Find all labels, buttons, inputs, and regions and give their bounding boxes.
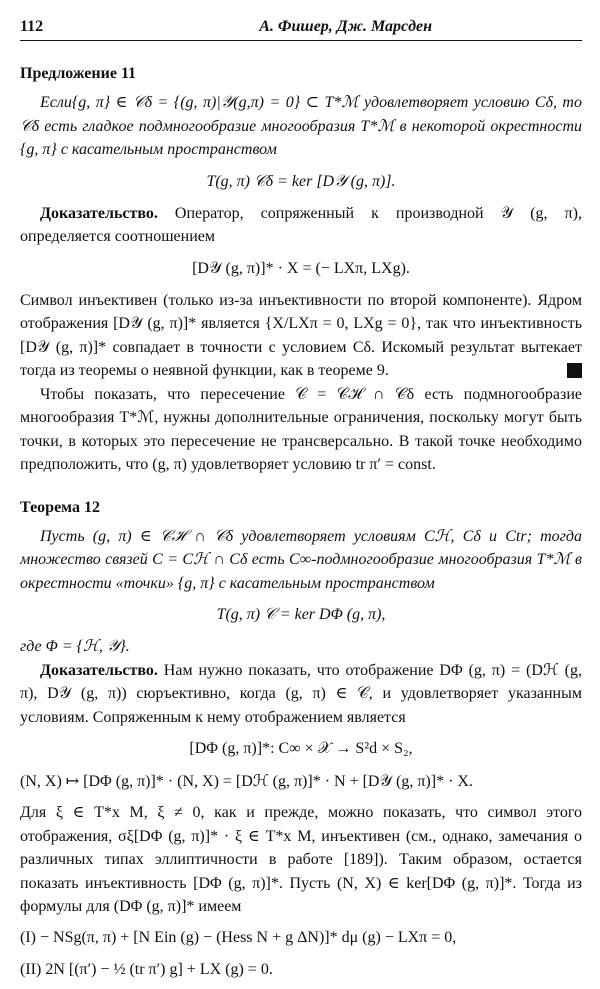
equation-II: (II) 2N [(π′) − ½ (tr π′) g] + LX (g) = 0. xyxy=(20,960,273,978)
theorem-proof-paragraph-1 xyxy=(20,659,582,730)
proposition-heading: Предложение 11 xyxy=(20,65,137,82)
qed-box xyxy=(567,363,582,378)
adjoint-map-equation: [DΦ (g, π)]*: C∞ × 𝒳 → S²d × S₂, xyxy=(189,740,413,757)
proof-paragraph-1 xyxy=(20,202,582,249)
theorem-heading: Теорема 12 xyxy=(20,498,100,516)
remark-paragraph: Чтобы показать, что пересечение 𝒞 = 𝒞ℋ ∩ 𝒞δ есть подмногообразие многообразия T*ℳ, нужны дополнительные ограничения, поскольку могут быть точки, в которых это пересечение не трансверсально. В такой точке необходимо предположить, что (g, π) удовлетворяет условию tr π′ = const. xyxy=(20,385,582,473)
theorem-proof-text-1: Нам нужно показать, что отображение DΦ (g, π) = (Dℋ (g, π), D𝒴 (g, π)) сюръективно, когда (g, π) ∈ 𝒞, и удовлетворяет указанным условиям. Сопряженным к нему отображением является xyxy=(20,661,582,726)
proof-text-2: Символ инъективен (только из-за инъективности по второй компоненте). Ядром отображения [D𝒴 (g, π)]* является {X/LXπ = 0, LXg = 0}, так что инъективность [D𝒴 (g, π)]* совпадает в точности с условием Cδ. Искомый результат вытекает тогда из теоремы о неявной функции, как в теореме 9. xyxy=(20,291,582,379)
running-header xyxy=(20,18,582,41)
page-number: 112 xyxy=(20,18,44,35)
proposition-equation: T(g, π) 𝒞δ = ker [D𝒴 (g, π)]. xyxy=(206,172,396,190)
proof-equation: [D𝒴 (g, π)]* · X = (− LXπ, LXg). xyxy=(192,259,410,277)
proposition-statement: Если{g, π} ∈ 𝒞δ = {(g, π)|𝒴(g,π) = 0} ⊂ T*ℳ удовлетворяет условию Cδ, то 𝒞δ есть гладкое подмногообразие многообразия T*ℳ в некоторой окрестности {g, π} с касательным пространством xyxy=(20,94,582,158)
proof-text-1: Оператор, сопряженный к производной 𝒴 (g, π), определяется соотношением xyxy=(20,204,582,245)
theorem-proof-label: Доказательство. xyxy=(40,661,158,679)
theorem-proof-paragraph-2: Для ξ ∈ T*x M, ξ ≠ 0, как и прежде, можно показать, что символ этого отображения, σξ[DΦ (g, π)]* · ξ ∈ T*x M, инъективен (см., однако, замечания о различных типах эллиптичности в работе [189]). Таким образом, остается показать инъективность [DΦ (g, π)]*. Пусть (N, X) ∈ ker[DΦ (g, π)]*. Тогда из формулы для (DΦ (g, π)]* имеем xyxy=(20,804,582,915)
proof-label: Доказательство. xyxy=(40,204,158,222)
theorem-where: где Φ = {ℋ, 𝒴}. xyxy=(20,638,130,655)
book-page xyxy=(20,18,582,989)
spacer xyxy=(20,477,582,499)
adjoint-action-equation: (N, X) ↦ [DΦ (g, π)]* · (N, X) = [Dℋ (g, π)]* · N + [D𝒴 (g, π)]* · X. xyxy=(20,773,473,790)
running-authors: А. Фишер, Дж. Марсден xyxy=(259,18,432,35)
equation-I: (I) − NSg(π, π) + [N Ein (g) − (Hess N + g ΔN)]* dμ (g) − LXπ = 0, xyxy=(20,928,457,946)
proof-paragraph-2 xyxy=(20,289,582,383)
theorem-statement: Пусть (g, π) ∈ 𝒞ℋ ∩ 𝒞δ удовлетворяет условиям Cℋ, Cδ и Ctr; тогда множество связей C = Cℋ ∩ Cδ есть C∞-подмногообразие многообразия T*ℳ в окрестности «точки» {g, π} с касательным пространством xyxy=(20,527,582,592)
theorem-equation: T(g, π) 𝒞 = ker DΦ (g, π), xyxy=(216,606,386,623)
